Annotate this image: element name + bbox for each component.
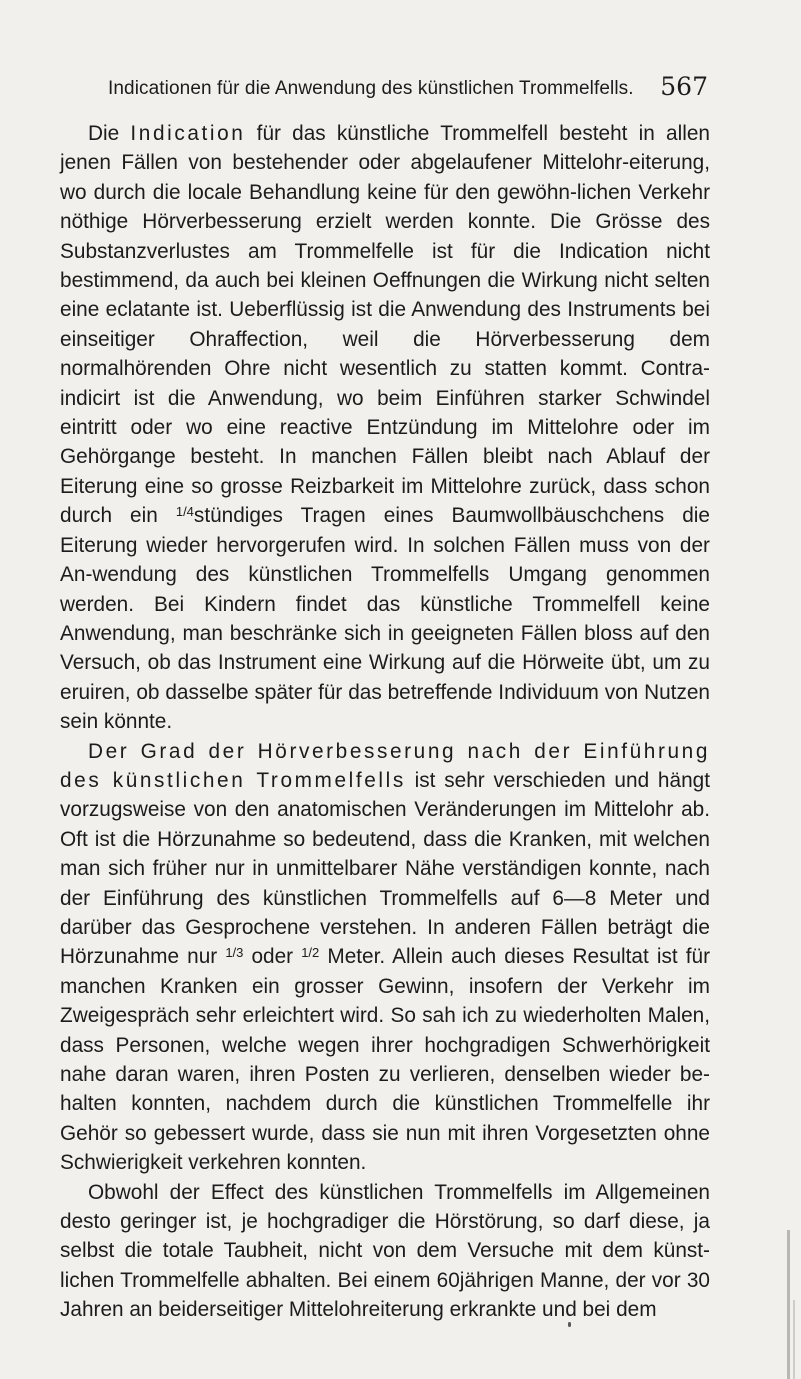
paragraph-text: Obwohl der Effect des künstlichen Trommelfells im Allgemeinen desto geringer ist, je hochgradiger die Hörstörung, so darf diese, ja selbst die totale Taubheit, nicht von dem Versuche mit dem künst-lichen Trommelfelle abhalten. Bei einem 60jährigen Manne, der vor 30 Jahren an beiderseitiger Mittelohreiterung erkrankte und bei dem: [60, 1180, 710, 1322]
spaced-term-indication: Indication: [130, 122, 246, 145]
paper-speck: [568, 1322, 571, 1327]
paragraph-indication: [60, 119, 710, 737]
running-header: [108, 70, 708, 102]
paragraph-text: Meter. Allein auch dieses Resultat ist für manchen Kranken ein grosser Gewinn, insofern der Verkehr im Zweigespräch sehr erleichtert wird. So sah ich zu wiederholten Malen, dass Personen, welche wegen ihrer hochgradigen Schwerhörigkeit nahe daran waren, ihren Posten zu verlieren, denselben wieder be-halten konnten, nachdem durch die künstlichen Trommelfelle ihr Gehör so gebessert wurde, dass sie nun mit ihren Vorgesetzten ohne Schwierigkeit verkehren konnten.: [60, 945, 710, 1175]
fraction: 1/3: [225, 945, 244, 961]
paragraph-text: ist sehr verschieden und hängt vorzugsweise von den anatomischen Veränderungen im Mittelohr ab. Oft ist die Hörzunahme so bedeutend, dass die Kranken, mit welchen man sich früher nur in unmittelbarer Nähe verständigen konnte, nach der Einführung des künstlichen Trommelfells auf 6—8 Meter und darüber das Gesprochene verstehen. In anderen Fällen beträgt die Hörzunahme nur: [60, 768, 710, 969]
paragraph-text: oder: [243, 945, 302, 969]
paragraph-grad: [60, 737, 710, 1178]
body-text: [60, 119, 710, 1325]
fraction: 1/2: [301, 945, 320, 961]
paragraph-text: für das künstliche Trommelfell besteht in allen jenen Fällen von bestehender oder abgelaufener Mittelohr-eiterung, wo durch die locale Behandlung keine für den gewöhn-lichen Verkehr nöthige Hörverbesserung erzielt werden konnte. Die Grösse des Substanzverlustes am Trommelfelle ist für die Indication nicht bestimmend, da auch bei kleinen Oeffnungen die Wirkung nicht selten eine eclatante ist. Ueberflüssig ist die Anwendung des Instruments bei einseitiger Ohraffection, weil die Hörverbesserung dem normalhörenden Ohre nicht wesentlich zu statten kommt. Contra-indicirt ist die Anwendung, wo beim Einführen starker Schwindel eintritt oder wo eine reactive Entzündung im Mittelohre oder im Gehörgange besteht. In manchen Fällen bleibt nach Ablauf der Eiterung eine so grosse Reizbarkeit im Mittelohre zurück, dass schon durch ein: [60, 122, 711, 528]
page-number: 567: [660, 72, 708, 101]
paragraph-obwohl: [60, 1178, 710, 1325]
page-edge-mark: [793, 1300, 795, 1379]
paragraph-lead: Die: [88, 122, 131, 145]
spaced-term-grad: Der Grad der Hörverbesserung nach der Einführung des künstlichen Trommelfells: [60, 739, 710, 792]
paragraph-text: stündiges Tragen eines Baumwollbäuschchens die Eiterung wieder hervorgerufen wird. In solchen Fällen muss von der An-wendung des künstlichen Trommelfells Umgang genommen werden. Bei Kindern findet das künstliche Trommelfell keine Anwendung, man beschränke sich in geeigneten Fällen bloss auf den Versuch, ob das Instrument eine Wirkung auf die Hörweite übt, um zu eruiren, ob dasselbe später für das betreffende Individuum von Nutzen sein könnte.: [60, 504, 710, 734]
running-title: Indicationen für die Anwendung des künstlichen Trommelfells.: [108, 78, 634, 99]
page-edge-mark: [787, 1230, 790, 1379]
fraction: 1/4: [175, 504, 194, 520]
